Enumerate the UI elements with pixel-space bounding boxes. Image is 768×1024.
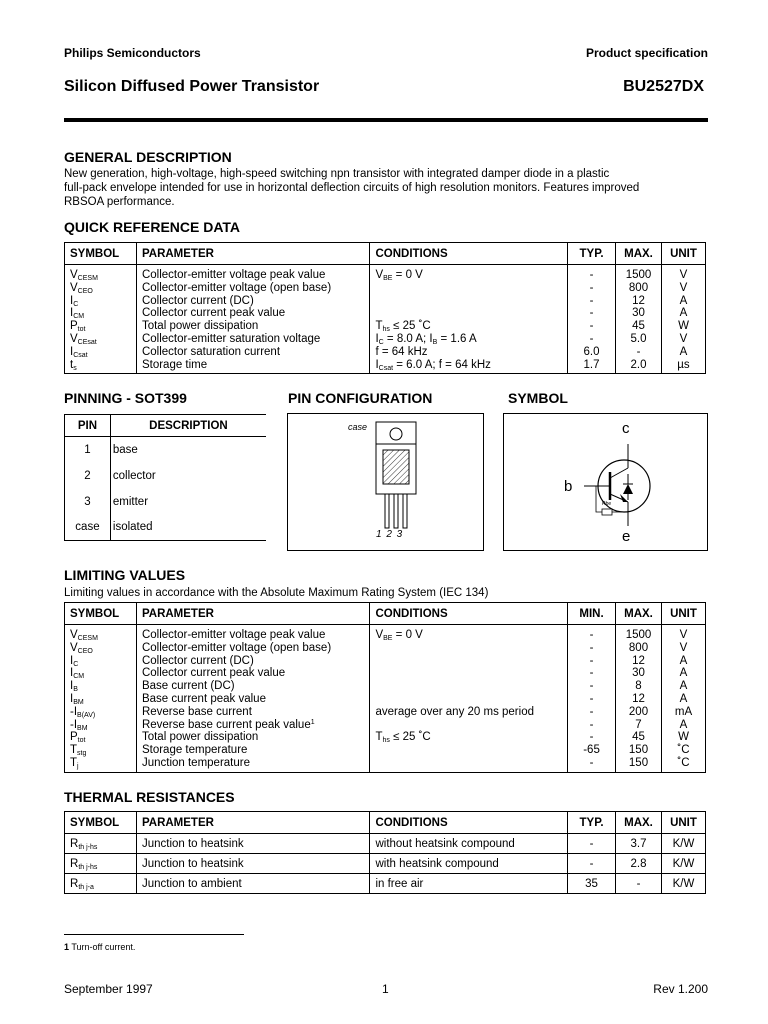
min-cell: -65	[568, 744, 616, 757]
condition-text: I	[375, 358, 379, 371]
symbol-prefix: -	[70, 718, 74, 731]
symbol-cell	[65, 625, 137, 642]
symbol-cell	[65, 346, 137, 359]
conditions-cell	[370, 307, 568, 320]
symbol-cell	[65, 307, 137, 320]
pin-number: 2	[65, 463, 111, 489]
unit-cell: W	[661, 320, 705, 333]
conditions-cell	[370, 625, 568, 642]
condition-subscript: BE	[383, 275, 393, 282]
parameter-cell	[136, 642, 370, 655]
parameter-cell	[136, 680, 370, 693]
condition-text: average over any 20 ms period	[375, 705, 534, 718]
col-max: MAX.	[616, 603, 662, 625]
condition-subscript: hs	[382, 737, 390, 745]
col-typ: TYP.	[568, 243, 616, 265]
parameter-cell	[136, 706, 370, 719]
max-cell: 1500	[616, 265, 662, 282]
condition-text: = 0 V	[392, 629, 423, 641]
col-parameter: PARAMETER	[136, 812, 370, 834]
min-cell: -	[568, 642, 616, 655]
max-cell: 8	[616, 680, 662, 693]
symbol-subscript: BM	[77, 724, 88, 732]
unit-cell: K/W	[661, 854, 705, 874]
table-row	[65, 854, 706, 874]
parameter-text: Reverse base current	[141, 705, 252, 718]
table-row	[65, 642, 706, 655]
typ-cell: -	[568, 854, 616, 874]
max-cell: 12	[616, 693, 662, 706]
conditions-cell	[370, 359, 568, 374]
symbol-letter: V	[70, 641, 78, 654]
table-row	[65, 282, 706, 295]
symbol-cell	[65, 282, 137, 295]
col-typ: TYP.	[568, 812, 616, 834]
conditions-cell	[370, 719, 568, 732]
unit-cell: V	[661, 642, 705, 655]
table-row	[65, 834, 706, 854]
parameter-cell	[136, 719, 370, 732]
parameter-text: Base current (DC)	[141, 680, 235, 693]
parameter-cell: Collector-emitter voltage peak value	[136, 265, 370, 282]
table-row	[65, 346, 706, 359]
unit-cell: V	[661, 282, 705, 295]
symbol-cell	[65, 320, 137, 333]
table-row	[65, 359, 706, 374]
symbol-cell	[65, 854, 137, 874]
max-cell: 1500	[616, 625, 662, 642]
pin-description: base	[112, 443, 138, 456]
conditions-cell	[370, 346, 568, 359]
conditions-cell: with heatsink compound	[370, 854, 568, 874]
typ-cell: -	[568, 834, 616, 854]
symbol-letter: P	[70, 731, 78, 744]
parameter-cell: Junction to heatsink	[136, 834, 370, 854]
thermal-resistances-heading: THERMAL RESISTANCES	[64, 789, 235, 805]
general-description-text: New generation, high-voltage, high-speed switching npn transistor with integrated damper diode in a plastic full-pack envelope intended for use in horizontal deflection circuits of high resolution monitors. Features improved RBSOA performance.	[64, 168, 640, 208]
symbol-letter: I	[70, 307, 74, 320]
symbol-subscript: CESM	[77, 275, 98, 282]
symbol-letter: V	[70, 332, 78, 345]
parameter-cell: Collector-emitter saturation voltage	[136, 333, 370, 346]
parameter-cell: Storage time	[136, 359, 370, 374]
pinning-heading: PINNING - SOT399	[64, 390, 187, 406]
condition-subscript: B	[432, 338, 438, 346]
pin-description: collector	[112, 469, 156, 482]
transistor-symbol-icon	[504, 414, 707, 550]
unit-cell: V	[661, 265, 705, 282]
table-row	[65, 744, 706, 757]
table-row	[65, 320, 706, 333]
parameter-text: Collector current (DC)	[141, 654, 254, 667]
unit-cell: K/W	[661, 834, 705, 854]
symbol-subscript: stg	[77, 750, 87, 758]
emitter-label: e	[622, 528, 631, 545]
table-row	[65, 706, 706, 719]
typ-cell: 6.0	[568, 346, 616, 359]
parameter-text: Total power dissipation	[141, 731, 259, 744]
max-cell: 30	[616, 667, 662, 680]
pin-description: emitter	[112, 495, 149, 508]
symbol-cell	[65, 757, 137, 772]
symbol-cell	[65, 874, 137, 894]
max-cell: 2.0	[616, 359, 662, 374]
symbol-subscript: CEO	[77, 647, 93, 655]
condition-subscript: BE	[383, 635, 393, 642]
max-cell: 800	[616, 282, 662, 295]
condition-text: = 6.0 A; f = 64 kHz	[393, 358, 491, 371]
typ-cell: -	[568, 333, 616, 346]
unit-cell: mA	[661, 706, 705, 719]
table-row	[65, 667, 706, 680]
base-label: b	[564, 478, 573, 495]
col-min: MIN.	[568, 603, 616, 625]
unit-cell: K/W	[661, 874, 705, 894]
symbol-subscript: CEsat	[77, 338, 97, 346]
symbol-cell	[65, 667, 137, 680]
collector-label: c	[622, 420, 630, 437]
condition-text: I	[375, 332, 379, 345]
footnote-rule	[64, 934, 244, 935]
page-title: Silicon Diffused Power Transistor	[64, 78, 320, 95]
symbol-letter: I	[70, 294, 74, 307]
pin-number: 1	[65, 437, 111, 463]
unit-cell: V	[661, 333, 705, 346]
conditions-cell	[370, 642, 568, 655]
min-cell: -	[568, 680, 616, 693]
header-rule	[64, 118, 708, 122]
symbol-letter: t	[70, 358, 74, 371]
company-name: Philips Semiconductors	[64, 46, 201, 60]
symbol-subscript: BM	[73, 698, 84, 706]
parameter-cell	[136, 693, 370, 706]
max-cell: -	[616, 874, 662, 894]
table-row	[65, 680, 706, 693]
unit-cell: A	[661, 667, 705, 680]
unit-cell: µs	[661, 359, 705, 374]
parameter-cell	[136, 731, 370, 744]
symbol-letter: I	[70, 680, 74, 693]
col-parameter: PARAMETER	[136, 243, 370, 265]
rbe-label: Rbe	[602, 501, 612, 507]
parameter-cell: Collector current peak value	[136, 307, 370, 320]
min-cell: -	[568, 693, 616, 706]
conditions-cell	[370, 731, 568, 744]
condition-text: V	[375, 629, 384, 641]
symbol-cell	[65, 642, 137, 655]
min-cell: -	[568, 667, 616, 680]
condition-text: = 8.0 A; I	[383, 332, 433, 345]
symbol-subscript: th j-hs	[78, 843, 98, 851]
pin-configuration-box	[287, 413, 484, 551]
col-conditions: CONDITIONS	[370, 812, 568, 834]
parameter-cell	[136, 625, 370, 642]
symbol-subscript: CESM	[77, 635, 98, 642]
max-cell: 12	[616, 295, 662, 308]
parameter-text: Collector current peak value	[141, 667, 286, 680]
col-parameter: PARAMETER	[136, 603, 370, 625]
symbol-subscript: tot	[77, 326, 86, 334]
parameter-cell	[136, 667, 370, 680]
parameter-text: Collector-emitter voltage peak value	[141, 629, 326, 641]
conditions-cell: without heatsink compound	[370, 834, 568, 854]
max-cell: 45	[616, 320, 662, 333]
symbol-letter: R	[70, 837, 79, 850]
table-row	[65, 307, 706, 320]
unit-cell: A	[661, 719, 705, 732]
symbol-subscript: s	[73, 364, 77, 372]
unit-cell: V	[661, 625, 705, 642]
symbol-subscript: B	[73, 686, 78, 694]
condition-text: ≤ 25 ˚C	[389, 731, 431, 744]
col-symbol: SYMBOL	[65, 603, 137, 625]
pin-description: isolated	[110, 515, 266, 541]
conditions-cell	[370, 282, 568, 295]
symbol-subscript: CM	[73, 673, 85, 681]
conditions-cell: in free air	[370, 874, 568, 894]
pin-col-header: PIN	[65, 415, 111, 437]
unit-cell: W	[661, 731, 705, 744]
condition-text: ≤ 25 ˚C	[389, 320, 431, 333]
parameter-cell	[136, 655, 370, 668]
max-cell: 150	[616, 744, 662, 757]
condition-text: f = 64 kHz	[375, 345, 428, 358]
max-cell: 150	[616, 757, 662, 772]
min-cell: -	[568, 757, 616, 772]
condition-text: T	[375, 320, 383, 333]
conditions-cell	[370, 693, 568, 706]
max-cell: 3.7	[616, 834, 662, 854]
typ-cell: 1.7	[568, 359, 616, 374]
col-unit: UNIT	[661, 812, 705, 834]
min-cell: -	[568, 625, 616, 642]
symbol-cell	[65, 693, 137, 706]
parameter-text: Base current peak value	[141, 692, 266, 705]
condition-subscript: Csat	[378, 364, 394, 372]
symbol-cell	[65, 680, 137, 693]
table-row	[65, 757, 706, 772]
unit-cell: A	[661, 655, 705, 668]
symbol-letter: V	[70, 629, 78, 641]
quick-reference-table	[64, 242, 706, 374]
table-row	[65, 719, 706, 732]
unit-cell: A	[661, 346, 705, 359]
conditions-cell	[370, 655, 568, 668]
parameter-cell	[136, 744, 370, 757]
parameter-cell	[136, 757, 370, 772]
unit-cell: ˚C	[661, 744, 705, 757]
table-row	[65, 693, 706, 706]
symbol-letter: R	[70, 857, 79, 870]
symbol-letter: T	[70, 744, 78, 757]
typ-cell: -	[568, 295, 616, 308]
typ-cell: 35	[568, 874, 616, 894]
conditions-cell	[370, 706, 568, 719]
table-row	[65, 874, 706, 894]
parameter-cell: Collector current (DC)	[136, 295, 370, 308]
col-conditions: CONDITIONS	[370, 243, 568, 265]
typ-cell: -	[568, 307, 616, 320]
max-cell: -	[616, 346, 662, 359]
typ-cell: -	[568, 265, 616, 282]
parameter-cell: Collector-emitter voltage (open base)	[136, 282, 370, 295]
symbol-subscript: C	[73, 660, 79, 668]
conditions-cell	[370, 333, 568, 346]
symbol-cell	[65, 265, 137, 282]
symbol-subscript: th j-a	[78, 883, 94, 891]
col-symbol: SYMBOL	[65, 812, 137, 834]
conditions-cell	[370, 744, 568, 757]
symbol-letter: I	[70, 692, 74, 705]
min-cell: -	[568, 719, 616, 732]
symbol-cell	[65, 744, 137, 757]
pin-number: 3	[65, 489, 111, 515]
limiting-values-table	[64, 602, 706, 773]
parameter-cell: Junction to ambient	[136, 874, 370, 894]
symbol-letter: I	[70, 667, 74, 680]
min-cell: -	[568, 731, 616, 744]
pin-configuration-heading: PIN CONFIGURATION	[288, 390, 433, 406]
unit-cell: A	[661, 295, 705, 308]
symbol-cell	[65, 333, 137, 346]
case-label: case	[348, 422, 368, 432]
unit-cell: A	[661, 680, 705, 693]
conditions-cell	[370, 680, 568, 693]
parameter-cell: Total power dissipation	[136, 320, 370, 333]
symbol-subscript: Csat	[73, 351, 88, 359]
typ-cell: -	[568, 320, 616, 333]
unit-cell: A	[661, 307, 705, 320]
symbol-cell	[65, 731, 137, 744]
symbol-subscript: B(AV)	[77, 711, 96, 719]
symbol-letter: R	[70, 877, 79, 890]
max-cell: 45	[616, 731, 662, 744]
max-cell: 12	[616, 655, 662, 668]
symbol-cell	[65, 706, 137, 719]
parameter-text: Storage temperature	[141, 744, 248, 757]
typ-cell: -	[568, 282, 616, 295]
conditions-cell	[370, 667, 568, 680]
parameter-cell: Collector saturation current	[136, 346, 370, 359]
symbol-subscript: tot	[77, 737, 86, 745]
col-unit: UNIT	[661, 603, 705, 625]
condition-subscript: C	[378, 338, 384, 346]
symbol-letter: I	[70, 345, 74, 358]
parameter-text: Collector-emitter voltage (open base)	[141, 641, 332, 654]
conditions-cell	[370, 265, 568, 282]
table-row	[65, 731, 706, 744]
symbol-heading: SYMBOL	[508, 390, 568, 406]
description-col-header: DESCRIPTION	[110, 415, 266, 437]
footer-date: September 1997	[64, 982, 153, 996]
max-cell: 30	[616, 307, 662, 320]
parameter-cell: Junction to heatsink	[136, 854, 370, 874]
parameter-text: Junction temperature	[141, 756, 250, 769]
footnote: 1 Turn-off current.	[64, 942, 136, 952]
footer-revision: Rev 1.200	[653, 982, 708, 996]
max-cell: 2.8	[616, 854, 662, 874]
table-row	[65, 333, 706, 346]
unit-cell: A	[661, 693, 705, 706]
table-row	[65, 295, 706, 308]
conditions-cell	[370, 320, 568, 333]
symbol-subscript: CM	[73, 313, 85, 321]
pin-numbers-label: 1 2 3	[376, 529, 404, 540]
min-cell: -	[568, 706, 616, 719]
document-type: Product specification	[585, 46, 708, 60]
symbol-letter: V	[70, 269, 78, 281]
list-item	[65, 515, 267, 541]
condition-text: V	[375, 269, 384, 281]
max-cell: 200	[616, 706, 662, 719]
pinning-table	[64, 414, 266, 541]
symbol-letter: V	[70, 281, 78, 294]
col-unit: UNIT	[661, 243, 705, 265]
list-item	[65, 437, 267, 463]
min-cell: -	[568, 655, 616, 668]
limiting-values-intro: Limiting values in accordance with the Absolute Maximum Rating System (IEC 134)	[64, 587, 489, 599]
col-max: MAX.	[616, 243, 662, 265]
symbol-letter: I	[73, 718, 78, 731]
symbol-cell	[65, 655, 137, 668]
symbol-subscript: j	[77, 762, 79, 770]
condition-text: = 0 V	[392, 269, 423, 281]
conditions-cell	[370, 295, 568, 308]
limiting-values-heading: LIMITING VALUES	[64, 567, 186, 583]
col-symbol: SYMBOL	[65, 243, 137, 265]
max-cell: 7	[616, 719, 662, 732]
table-row	[65, 625, 706, 642]
pin-number: case	[65, 515, 111, 541]
symbol-cell	[65, 295, 137, 308]
symbol-prefix: -	[70, 705, 74, 718]
col-max: MAX.	[616, 812, 662, 834]
general-description-heading: GENERAL DESCRIPTION	[64, 149, 232, 165]
quick-reference-heading: QUICK REFERENCE DATA	[64, 219, 241, 235]
list-item	[65, 463, 267, 489]
condition-text: = 1.6 A	[437, 332, 477, 345]
max-cell: 5.0	[616, 333, 662, 346]
condition-subscript: hs	[382, 326, 390, 334]
symbol-cell	[65, 359, 137, 374]
footnote-ref: 1	[310, 718, 315, 726]
table-row	[65, 655, 706, 668]
symbol-letter: P	[70, 320, 78, 333]
symbol-cell	[65, 834, 137, 854]
unit-cell: ˚C	[661, 757, 705, 772]
max-cell: 800	[616, 642, 662, 655]
parameter-text: Reverse base current peak value	[141, 718, 311, 731]
symbol-letter: I	[70, 654, 74, 667]
list-item	[65, 489, 267, 515]
footer-page-number: 1	[382, 982, 389, 996]
symbol-subscript: th j-hs	[78, 863, 98, 871]
table-row	[65, 265, 706, 282]
condition-text: T	[375, 731, 383, 744]
symbol-subscript: CEO	[77, 287, 93, 295]
symbol-subscript: C	[73, 300, 79, 308]
part-number: BU2527DX	[623, 78, 704, 95]
conditions-cell	[370, 757, 568, 772]
symbol-cell	[65, 719, 137, 732]
symbol-letter: T	[70, 756, 78, 769]
col-conditions: CONDITIONS	[370, 603, 568, 625]
symbol-letter: I	[73, 705, 78, 718]
symbol-box	[503, 413, 708, 551]
thermal-resistances-table	[64, 811, 706, 894]
